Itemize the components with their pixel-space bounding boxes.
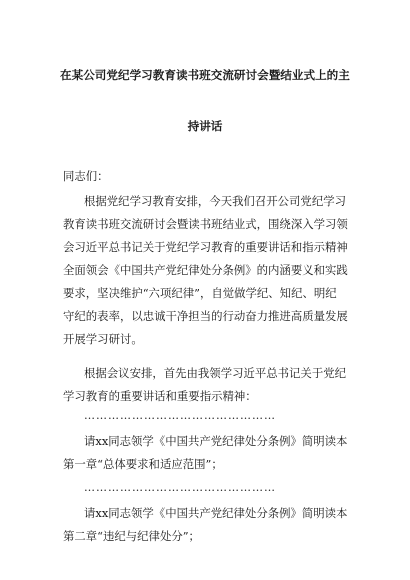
- item2-line-1: 请xx同志领学《中国共产党纪律处分条例》简明读本: [84, 506, 348, 520]
- document-title-line-1: 在某公司党纪学习教育读书班交流研讨会暨结业式上的主: [60, 68, 350, 82]
- intro-line-5: 要求，坚决维护“六项纪律”，自觉做学纪、知纪、明纪: [63, 286, 337, 300]
- intro-line-6: 守纪的表率，以忠诚干净担当的行动奋力推进高质量发展: [63, 309, 348, 323]
- intro-line-2: 教育读书班交流研讨会暨读书班结业式，围绕深入学习领: [63, 217, 348, 231]
- ellipsis-separator-1: …………………………………………: [84, 410, 276, 422]
- intro-line-7: 开展学习研讨。: [63, 332, 143, 346]
- salutation: 同志们：: [63, 169, 109, 183]
- ellipsis-separator-2: …………………………………………: [84, 482, 276, 494]
- document-title-line-2: 持讲话: [187, 119, 223, 133]
- intro-line-1: 根据党纪学习教育安排，今天我们召开公司党纪学习: [84, 194, 346, 208]
- intro-line-3: 会习近平总书记关于党纪学习教育的重要讲话和指示精神: [63, 240, 348, 254]
- item1-line-2: 第一章“总体要求和适应范围”；: [63, 457, 223, 471]
- meeting-line-2: 学习教育的重要讲话和重要指示精神：: [63, 389, 257, 403]
- item1-line-1: 请xx同志领学《中国共产党纪律处分条例》简明读本: [84, 434, 348, 448]
- item2-line-2: 第二章“违纪与纪律处分”；: [63, 529, 200, 543]
- meeting-line-1: 根据会议安排，首先由我领学习近平总书记关于党纪: [84, 366, 346, 380]
- intro-line-4: 全面领会《中国共产党纪律处分条例》的内涵要义和实践: [63, 263, 348, 277]
